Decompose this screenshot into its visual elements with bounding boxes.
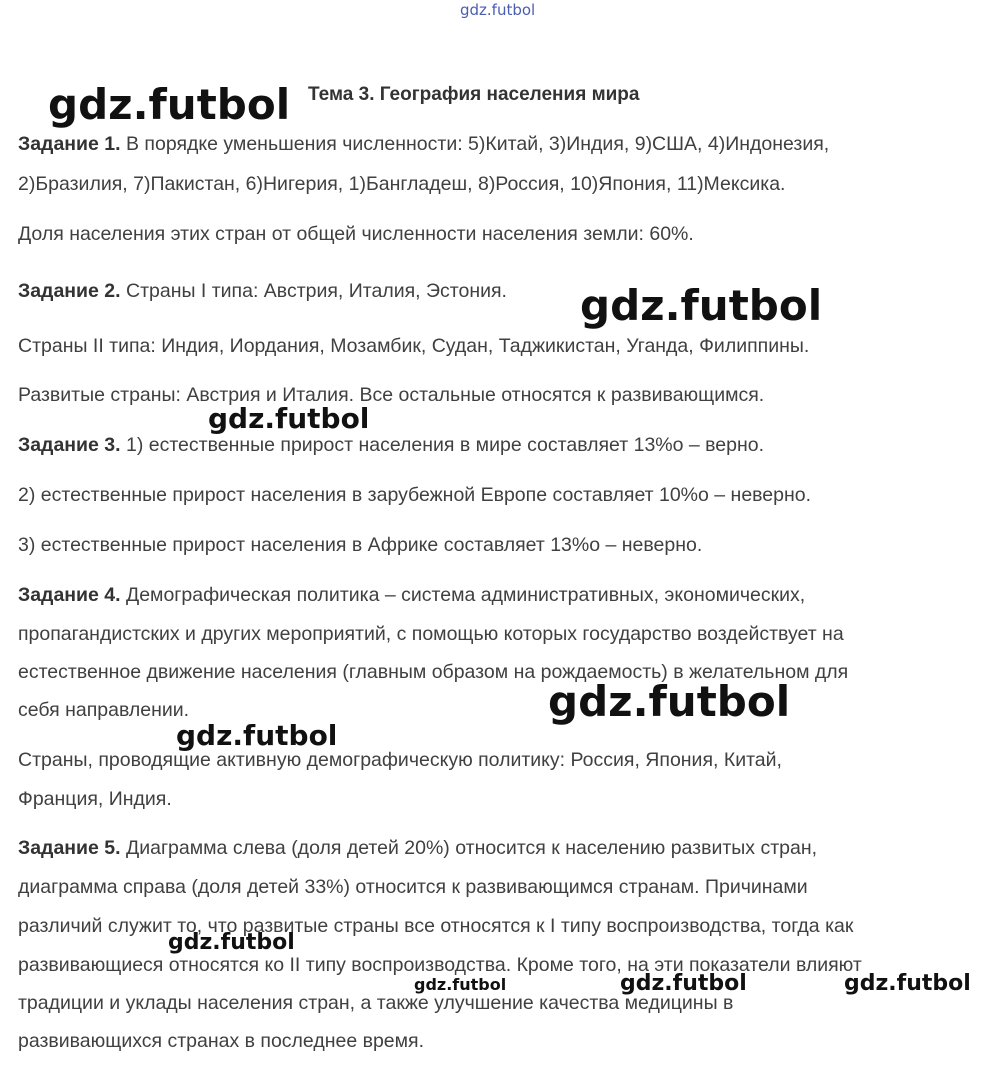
watermark: gdz.futbol (414, 975, 507, 994)
watermark-top: gdz.futbol (460, 1, 536, 19)
task-4-label: Задание 4. (18, 584, 121, 606)
watermark: gdz.futbol (208, 402, 370, 435)
task-3-line-1: Задание 3. 1) естественные прирост населения в мире составляет 13%о – верно. (18, 434, 765, 456)
task-4-line-5: Страны, проводящие активную демографическую политику: Россия, Япония, Китай, (18, 749, 782, 771)
task-3-label: Задание 3. (18, 434, 121, 456)
task-2-line-2: Страны II типа: Индия, Иордания, Мозамбик, Судан, Таджикистан, Уганда, Филиппины. (18, 335, 810, 357)
task-5-label: Задание 5. (18, 837, 121, 859)
watermark: gdz.futbol (580, 281, 823, 330)
watermark: gdz.futbol (548, 677, 791, 726)
watermark: gdz.futbol (48, 80, 291, 129)
task-4-line-6: Франция, Индия. (18, 788, 172, 810)
watermark: gdz.futbol (176, 719, 338, 752)
task-2-line-1: Задание 2. Страны I типа: Австрия, Италия, Эстония. (18, 280, 507, 302)
task-5-line-4: развивающиеся относятся ко II типу воспроизводства. Кроме того, на эти показатели влияют (18, 954, 862, 976)
task-4-line-3: естественное движение населения (главным образом на рождаемость) в желательном для (18, 661, 849, 683)
task-4-line-2: пропагандистских и других мероприятий, с помощью которых государство воздействует на (18, 623, 844, 645)
page-title: Тема 3. География населения мира (308, 84, 640, 105)
task-5-line-6: развивающихся странах в последнее время. (18, 1030, 425, 1052)
task-1-line-3: Доля населения этих стран от общей численности населения земли: 60%. (18, 223, 694, 245)
task-1-line-2: 2)Бразилия, 7)Пакистан, 6)Нигерия, 1)Бангладеш, 8)Россия, 10)Япония, 11)Мексика. (18, 173, 786, 195)
task-5-line-2: диаграмма справа (доля детей 33%) относится к развивающимся странам. Причинами (18, 876, 808, 898)
task-5-line-3: различий служит то, что развитые страны все относятся к I типу воспроизводства, тогда как (18, 915, 854, 937)
task-1-label: Задание 1. (18, 133, 121, 155)
task-2-label: Задание 2. (18, 280, 121, 302)
task-5-line-1: Задание 5. Диаграмма слева (доля детей 20%) относится к населению развитых стран, (18, 837, 818, 859)
task-1-line-1: Задание 1. В порядке уменьшения численности: 5)Китай, 3)Индия, 9)США, 4)Индонезия, (18, 133, 830, 155)
task-5-line-5: традиции и уклады населения стран, а также улучшение качества медицины в (18, 992, 734, 1014)
task-3-line-3: 3) естественные прирост населения в Африке составляет 13%о – неверно. (18, 534, 703, 556)
task-4-line-4: себя направлении. (18, 699, 190, 721)
watermark: gdz.futbol (844, 971, 971, 996)
watermark: gdz.futbol (168, 930, 295, 955)
watermark: gdz.futbol (620, 971, 747, 996)
task-2-line-3: Развитые страны: Австрия и Италия. Все остальные относятся к развивающимся. (18, 384, 765, 406)
task-3-line-2: 2) естественные прирост населения в зарубежной Европе составляет 10%о – неверно. (18, 484, 812, 506)
task-4-line-1: Задание 4. Демографическая политика – система административных, экономических, (18, 584, 806, 606)
